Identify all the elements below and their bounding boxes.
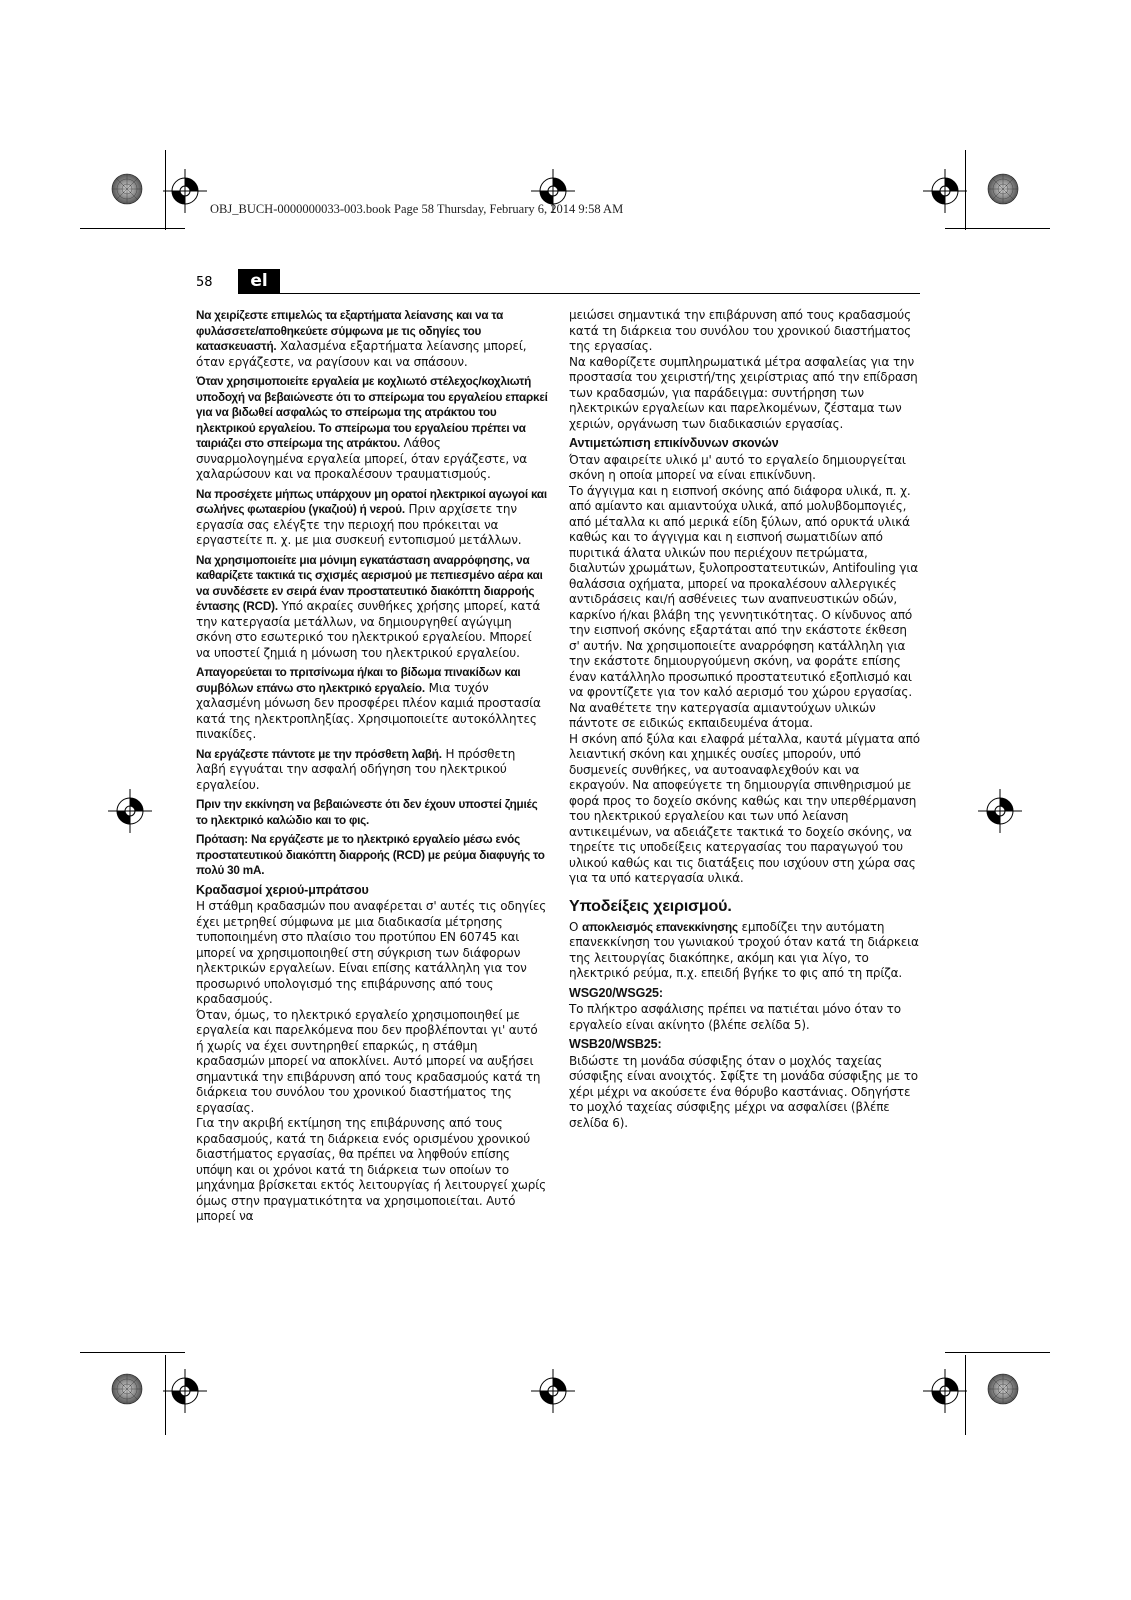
bold-text: αποκλεισμός επανεκκίνησης (581, 920, 738, 934)
registration-mark-top-right (920, 166, 970, 216)
bold-text: Να χρησιμοποιείτε μια μόνιμη εγκατάσταση αναρρόφησης, να καθαρίζετε τακτικά τις σχισμές αερισμού με πεπιεσμένο αέρα και να συνδέσετε εν σειρά έναν προστατευτικό διακόπτη διαρροής έντασης (RCD). (196, 553, 543, 613)
registration-mark-mid-right (975, 786, 1025, 836)
paragraph (196, 665, 548, 743)
crop-line (965, 1355, 966, 1435)
paragraph: Η στάθμη κραδασμών που αναφέρεται σ' αυτές τις οδηγίες έχει μετρηθεί σύμφωνα με μια διαδικασία μέτρησης τυποποιημένη στο πλαίσιο του προτύπου EN 60745 και μπορεί να χρησιμοποιηθεί στη σύγκριση των διάφορων ηλεκτρικών εργαλείων. Είναι επίσης κατάλληλη για τον προσωρινό υπολογισμό της επιβάρυνσης από τους κραδασμούς. (196, 899, 547, 1006)
crop-line (945, 1352, 1050, 1353)
section-heading-dust: Αντιμετώπιση επικίνδυνων σκονών (569, 436, 779, 450)
color-target-top-right (983, 169, 1023, 209)
subheading-wsb: WSB20/WSB25: (569, 1037, 662, 1051)
paragraph: μειώσει σημαντικά την επιβάρυνση από τους κραδασμούς κατά τη διάρκεια του συνόλου του χρονικού διαστήματος της εργασίας. (569, 308, 912, 353)
paragraph: Το πλήκτρο ασφάλισης πρέπει να πατιέται μόνο όταν το εργαλείο είναι ακίνητο (βλέπε σελίδα 5). (569, 1002, 901, 1032)
registration-mark-bottom-left (160, 1366, 210, 1416)
body-text: Η πρόσθετη λαβή εγγυάται την ασφαλή οδήγηση του ηλεκτρικού εργαλείου. (196, 746, 516, 792)
left-column (196, 308, 548, 1225)
body-text: Πριν αρχίσετε την εργασία σας ελέγξτε την περιοχή που πρόκειται να εργαστείτε π. χ. με μια συσκευή εντοπισμού μετάλλων. (196, 502, 522, 547)
crop-line (165, 1355, 166, 1435)
language-tag: el (238, 269, 280, 293)
registration-mark-bottom-center (528, 1366, 578, 1416)
crop-line (965, 150, 966, 230)
body-text: Μια τυχόν χαλασμένη μόνωση δεν προσφέρει πλέον καμιά προστασία κατά της ηλεκτροπληξίας. Χρησιμοποιείτε αυτοκόλλητες πινακίδες. (196, 680, 541, 741)
paragraph: Όταν αφαιρείτε υλικό μ' αυτό το εργαλείο δημιουργείται σκόνη η οποία μπορεί να είναι επικίνδυνη. (569, 452, 906, 482)
bold-text: Απαγορεύεται το πριτσίνωμα ή/και το βίδωμα πινακίδων και συμβόλων επάνω στο ηλεκτρικό εργαλείο. (196, 666, 521, 695)
paragraph: Όταν, όμως, το ηλεκτρικό εργαλείο χρησιμοποιηθεί με εργαλεία και παρελκόμενα που δεν προβλέπονται γι' αυτό ή χωρίς να έχει συντηρηθεί επαρκώς, η στάθμη κραδασμών μπορεί να αποκλίνει. Αυτό μπορεί να αυξήσει σημαντικά την επιβάρυνση από τους κραδασμούς κατά τη διάρκεια του συνόλου του χρονικού διαστήματος της εργασίας. (196, 1007, 541, 1115)
color-target-bottom-left (107, 1369, 147, 1409)
header-rule (238, 293, 920, 294)
section-heading-vibration: Κραδασμοί χεριού-μπράτσου (196, 882, 369, 897)
right-column (569, 308, 921, 1135)
bold-text: Να προσέχετε μήπως υπάρχουν μη ορατοί ηλεκτρικοί αγωγοί και σωλήνες φωταερίου (γκαζιού) ή νερού. (196, 487, 547, 516)
paragraph (196, 797, 548, 828)
page-number: 58 (196, 275, 213, 290)
bold-text: Να χειρίζεστε επιμελώς τα εξαρτήματα λείανσης και να τα φυλάσσετε/αποθηκεύετε σύμφωνα με τις οδηγίες του κατασκευαστή. (196, 309, 504, 353)
registration-mark-mid-left (105, 786, 155, 836)
paragraph (196, 747, 548, 794)
paragraph (196, 553, 548, 662)
paragraph (569, 920, 921, 982)
paragraph: Να καθορίζετε συμπληρωματικά μέτρα ασφαλείας για την προστασία του χειριστή/της χειρίστριας από την επίδραση των κραδασμών, για παράδειγμα: συντήρηση των ηλεκτρικών εργαλείων και παρελκομένων, ζέσταμα των χεριών, οργάνωση των διαδικασιών εργασίας. (569, 354, 918, 431)
bold-text: Πρόταση: Να εργάζεστε με το ηλεκτρικό εργαλείο μέσω ενός προστατευτικού διακόπτη διαρροής (RCD) με ρεύμα διαφυγής το πολύ 30 mA. (196, 833, 545, 877)
body-text: Λάθος συναρμολογημένα εργαλεία μπορεί, όταν εργάζεστε, να χαλαρώσουν και να προκαλέσουν τραυματισμούς. (196, 436, 527, 481)
body-text: εμποδίζει την αυτόματη επανεκκίνηση του γωνιακού τροχού όταν κατά τη διάρκεια της λειτουργίας διακόπηκε, ακόμη και για λίγο, το ηλεκτρικό ρεύμα, π.χ. επειδή βγήκε το φις από τη πρίζα. (569, 919, 919, 980)
bold-text: Όταν χρησιμοποιείτε εργαλεία με κοχλιωτό στέλεχος/κοχλιωτή υποδοχή να βεβαιώνεστε ότι το σπείρωμα του εργαλείου επαρκεί για να βιδωθεί ασφαλώς το σπείρωμα της ατράκτου του ηλεκτρικού εργαλείου. Το σπείρωμα του εργαλείου πρέπει να ταιριάζει στο σπείρωμα της ατράκτου. (196, 375, 548, 450)
crop-line (80, 228, 185, 229)
subheading-wsg: WSG20/WSG25: (569, 985, 663, 1000)
paragraph: Το άγγιγμα και η εισπνοή σκόνης από διάφορα υλικά, π. χ. από αμίαντο και αμιαντούχα υλικά, από μολυβδομπογιές, από μέταλλα κι από μερικά είδη ξύλων, από ορυκτά υλικά καθώς και το άγγιγμα και η εισπνοή σωματιδίων από πυριτικά άλατα υλικών που περιέχουν πετρώματα, διαλυτών χρωμάτων, ξυλοπροστατευτικών, Antifouling για θαλάσσια οχήματα, μπορεί να προκαλέσουν αλλεργικές αντιδράσεις και/ή ασθένειες των αναπνευστικών οδών, καρκίνο ή/και βλάβη της γεννητικότητας. Ο κίνδυνος από την εισπνοή σκόνης εξαρτάται από την εκάστοτε έκθεση σ' αυτήν. Να χρησιμοποιείτε αναρρόφηση κατάλληλη για την εκάστοτε δημιουργούμενη σκόνη, να φοράτε επίσης έναν κατάλληλο προσωπικό προστατευτικό εξοπλισμό και να φροντίζετε για τον καλό αερισμό του χώρου εργασίας. Να αναθέτετε την κατεργασία αμιαντούχων υλικών πάντοτε σε ειδικώς εκπαιδευμένα άτομα. (569, 483, 918, 730)
body-text: Ο (569, 919, 582, 934)
crop-line (165, 150, 166, 230)
crop-line (945, 228, 1050, 229)
crop-line (80, 1352, 185, 1353)
bold-text: Πριν την εκκίνηση να βεβαιώνεστε ότι δεν έχουν υποστεί ζημιές το ηλεκτρικό καλώδιο και το φις. (196, 798, 538, 827)
print-header: OBJ_BUCH-0000000033-003.book Page 58 Thursday, February 6, 2014 9:58 AM (210, 202, 624, 216)
paragraph (196, 374, 548, 483)
body-text: Χαλασμένα εξαρτήματα λείανσης μπορεί, όταν εργάζεστε, να ραγίσουν και να σπάσουν. (196, 339, 527, 369)
paragraph (196, 832, 548, 879)
color-target-top-left (107, 169, 147, 209)
paragraph: Βιδώστε τη μονάδα σύσφιξης όταν ο μοχλός ταχείας σύσφιξης είναι ανοιχτός. Σφίξτε τη μονάδα σύσφιξης με το χέρι μέχρι να ακούσετε ένα θόρυβο καστάνιας. Οδηγήστε το μοχλό ταχείας σύσφιξης μέχρι να ασφαλίσει (βλέπε σελίδα 6). (569, 1053, 918, 1130)
registration-mark-bottom-right (920, 1366, 970, 1416)
color-target-bottom-right (983, 1369, 1023, 1409)
paragraph (196, 487, 548, 549)
bold-text: Να εργάζεστε πάντοτε με την πρόσθετη λαβή. (196, 747, 442, 761)
paragraph (196, 308, 548, 370)
body-text: Υπό ακραίες συνθήκες χρήσης μπορεί, κατά την κατεργασία μετάλλων, να δημιουργηθεί αγώγιμη σκόνη στο εσωτερικό του ηλεκτρικού εργαλείου. Μπορεί να υποστεί ζημιά η μόνωση του ηλεκτρικού εργαλείου. (196, 599, 541, 660)
paragraph: Για την ακριβή εκτίμηση της επιβάρυνσης από τους κραδασμούς, κατά τη διάρκεια ενός ορισμένου χρονικού διαστήματος εργασίας, θα πρέπει να ληφθούν επίσης υπόψη και οι χρόνοι κατά τη διάρκεια των οποίων το μηχάνημα βρίσκεται εκτός λειτουργίας ή λειτουργεί χωρίς όμως στην πραγματικότητα να χρησιμοποιείται. Αυτό μπορεί να (196, 1116, 547, 1223)
registration-mark-top-left (160, 166, 210, 216)
section-heading-operation: Υποδείξεις χειρισμού. (569, 897, 732, 915)
paragraph: Η σκόνη από ξύλα και ελαφρά μέταλλα, καυτά μίγματα από λειαντική σκόνη και χημικές ουσίες μπορούν, υπό δυσμενείς συνθήκες, να αυτοαναφλεχθούν και να εκραγούν. Να αποφεύγετε τη δημιουργία σπινθηρισμού με φορά προς το δοχείο σκόνης καθώς και την υπερθέρμανση του ηλεκτρικού εργαλείου και των υπό λείανση αντικειμένων, να αδειάζετε τακτικά το δοχείο σκόνης, να τηρείτε τις υποδείξεις κατεργασίας του παραγωγού του υλικού καθώς και τις διατάξεις που ισχύουν στη χώρα σας για τα υπό κατεργασία υλικά. (569, 731, 920, 885)
